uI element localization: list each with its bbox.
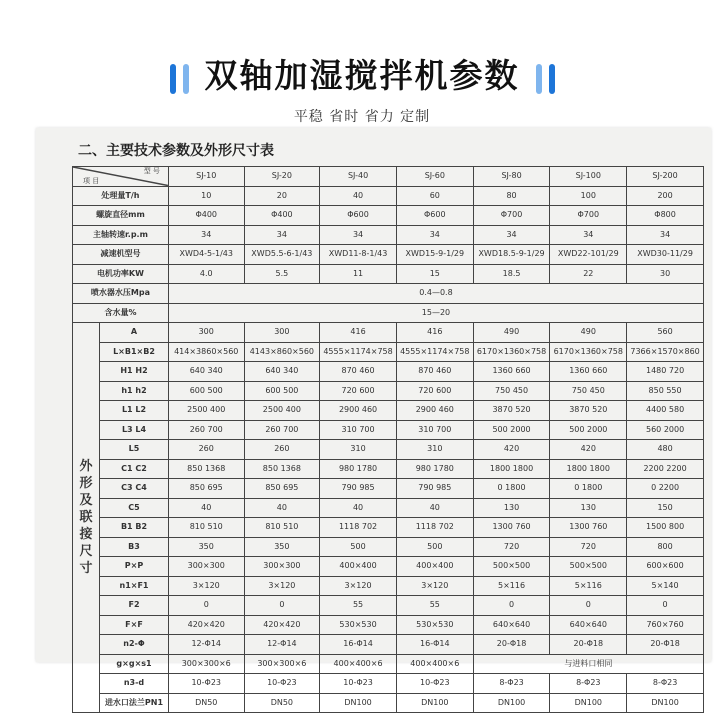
merged-note: 与进料口相同 xyxy=(473,654,703,674)
dimension-value: DN100 xyxy=(627,693,704,713)
dimension-label: n3-d xyxy=(100,674,169,694)
spec-sheet xyxy=(36,128,711,707)
param-label: 主轴转速r.p.m xyxy=(73,225,169,245)
dimension-value: 3870 520 xyxy=(473,401,550,421)
dimension-value: 600 500 xyxy=(168,381,244,401)
dimension-value: 980 1780 xyxy=(396,459,473,479)
param-label: 减速机型号 xyxy=(73,245,169,265)
param-row xyxy=(73,284,704,304)
dimension-value: 750 450 xyxy=(550,381,627,401)
param-value: 11 xyxy=(320,264,397,284)
dimension-value: 10-Φ23 xyxy=(396,674,473,694)
dimension-value: 1118 702 xyxy=(320,518,397,538)
page-title: 双轴加湿搅拌机参数 xyxy=(204,56,520,95)
dimension-value: 500 2000 xyxy=(550,420,627,440)
table-header-row xyxy=(73,167,704,187)
dimension-row xyxy=(73,537,704,557)
dimension-value: 720 600 xyxy=(396,381,473,401)
dimension-label: 进水口法兰PN1 xyxy=(100,693,169,713)
dimension-row xyxy=(73,440,704,460)
dimension-label: h1 h2 xyxy=(100,381,169,401)
dimension-value: 490 xyxy=(550,323,627,343)
dimension-value: 640×640 xyxy=(473,615,550,635)
dimension-value: 420×420 xyxy=(244,615,320,635)
dimension-value: 3×120 xyxy=(168,576,244,596)
dimension-value: 530×530 xyxy=(396,615,473,635)
dimension-row xyxy=(73,362,704,382)
dimension-label: F×F xyxy=(100,615,169,635)
dimension-value: 870 460 xyxy=(396,362,473,382)
dimension-row xyxy=(73,459,704,479)
param-value: Φ700 xyxy=(550,206,627,226)
dimension-value: DN100 xyxy=(550,693,627,713)
dimension-value: 1500 800 xyxy=(627,518,704,538)
dimension-value: 600 500 xyxy=(244,381,320,401)
dimension-row xyxy=(73,518,704,538)
dimension-value: 260 700 xyxy=(244,420,320,440)
model-header: SJ-80 xyxy=(473,167,550,187)
dimension-value: 1800 1800 xyxy=(550,459,627,479)
dimension-value: 4400 580 xyxy=(627,401,704,421)
dimension-label: F2 xyxy=(100,596,169,616)
dimension-value: 850 695 xyxy=(244,479,320,499)
param-row xyxy=(73,225,704,245)
dimension-label: B1 B2 xyxy=(100,518,169,538)
dimension-value: 40 xyxy=(244,498,320,518)
dimension-row xyxy=(73,323,704,343)
dimension-value: 1800 1800 xyxy=(473,459,550,479)
param-value: 18.5 xyxy=(473,264,550,284)
dimension-row xyxy=(73,615,704,635)
dimension-value: 480 xyxy=(627,440,704,460)
model-header: SJ-20 xyxy=(244,167,320,187)
param-value: XWD22-101/29 xyxy=(550,245,627,265)
dimension-value: 5×140 xyxy=(627,576,704,596)
dimension-value: 400×400 xyxy=(396,557,473,577)
dimension-value: 3×120 xyxy=(244,576,320,596)
dimension-value: 560 xyxy=(627,323,704,343)
param-label: 喷水器水压Mpa xyxy=(73,284,169,304)
dimension-value: 980 1780 xyxy=(320,459,397,479)
model-header: SJ-60 xyxy=(396,167,473,187)
dimension-value: 8-Φ23 xyxy=(550,674,627,694)
param-value: 34 xyxy=(473,225,550,245)
dimension-value: 0 1800 xyxy=(473,479,550,499)
dimension-value: 850 1368 xyxy=(244,459,320,479)
spec-table xyxy=(72,166,704,713)
param-value: 100 xyxy=(550,186,627,206)
param-value: 5.5 xyxy=(244,264,320,284)
dimension-label: L3 L4 xyxy=(100,420,169,440)
dimension-value: 40 xyxy=(168,498,244,518)
dimension-value: 500 2000 xyxy=(473,420,550,440)
dimension-row xyxy=(73,342,704,362)
dimension-value: 16-Φ14 xyxy=(320,635,397,655)
dimension-value: 2900 460 xyxy=(396,401,473,421)
dimension-value: 300×300 xyxy=(244,557,320,577)
dimension-value: 0 xyxy=(627,596,704,616)
dimension-value: 416 xyxy=(320,323,397,343)
param-value: XWD11-8-1/43 xyxy=(320,245,397,265)
corner-model-label: 型 号 xyxy=(143,167,160,175)
dimension-value: 640 340 xyxy=(244,362,320,382)
dimension-value: 720 600 xyxy=(320,381,397,401)
dimension-value: 4555×1174×758 xyxy=(320,342,397,362)
dimension-value: 640×640 xyxy=(550,615,627,635)
dimension-value: DN50 xyxy=(168,693,244,713)
dimension-value: 1360 660 xyxy=(473,362,550,382)
dimension-value: 560 2000 xyxy=(627,420,704,440)
dimension-value: 3×120 xyxy=(320,576,397,596)
dimension-value: 130 xyxy=(473,498,550,518)
dimension-label: C5 xyxy=(100,498,169,518)
dimension-value: 1300 760 xyxy=(550,518,627,538)
param-value: 34 xyxy=(168,225,244,245)
dimension-value: 310 xyxy=(396,440,473,460)
dimension-value: 720 xyxy=(473,537,550,557)
dimension-value: 130 xyxy=(550,498,627,518)
param-label: 电机功率KW xyxy=(73,264,169,284)
dimension-value: 0 xyxy=(244,596,320,616)
dimension-value: 2200 2200 xyxy=(627,459,704,479)
side-label: 外 形 及 联 接 尺 寸 xyxy=(73,323,100,713)
dimension-value: 0 2200 xyxy=(627,479,704,499)
dimension-value: 55 xyxy=(396,596,473,616)
dimension-value: 300×300×6 xyxy=(244,654,320,674)
dimension-value: 1300 760 xyxy=(473,518,550,538)
param-value: 80 xyxy=(473,186,550,206)
dimension-value: 8-Φ23 xyxy=(473,674,550,694)
dimension-value: 55 xyxy=(320,596,397,616)
dimension-value: DN100 xyxy=(320,693,397,713)
dimension-label: B3 xyxy=(100,537,169,557)
dimension-label: P×P xyxy=(100,557,169,577)
param-row xyxy=(73,206,704,226)
dimension-value: 750 450 xyxy=(473,381,550,401)
param-value: 34 xyxy=(320,225,397,245)
section-title: 二、主要技术参数及外形尺寸表 xyxy=(78,143,274,159)
param-row xyxy=(73,303,704,323)
param-value: XWD30-11/29 xyxy=(627,245,704,265)
param-value: Φ600 xyxy=(320,206,397,226)
dimension-value: 10-Φ23 xyxy=(320,674,397,694)
param-value: Φ600 xyxy=(396,206,473,226)
dimension-row xyxy=(73,381,704,401)
corner-item-label: 项 目 xyxy=(83,176,100,185)
param-value: 22 xyxy=(550,264,627,284)
dimension-value: 400×400×6 xyxy=(396,654,473,674)
param-label: 含水量% xyxy=(73,303,169,323)
model-header: SJ-10 xyxy=(168,167,244,187)
param-value: 15—20 xyxy=(168,303,703,323)
dimension-label: n1×F1 xyxy=(100,576,169,596)
dimension-label: g×g×s1 xyxy=(100,654,169,674)
param-row xyxy=(73,245,704,265)
dimension-value: 420 xyxy=(473,440,550,460)
dimension-value: 0 xyxy=(550,596,627,616)
dimension-value: 4555×1174×758 xyxy=(396,342,473,362)
param-label: 处理量T/h xyxy=(73,186,169,206)
dimension-value: 500 xyxy=(396,537,473,557)
dimension-value: 850 1368 xyxy=(168,459,244,479)
page-subtitle: 平稳 省时 省力 定制 xyxy=(293,109,431,125)
dimension-value: 6170×1360×758 xyxy=(473,342,550,362)
dimension-value: 400×400×6 xyxy=(320,654,397,674)
dimension-value: 490 xyxy=(473,323,550,343)
dimension-value: 20-Φ18 xyxy=(550,635,627,655)
dimension-label: L5 xyxy=(100,440,169,460)
dimension-value: 500 xyxy=(320,537,397,557)
dimension-value: 350 xyxy=(244,537,320,557)
dimension-value: 300×300×6 xyxy=(168,654,244,674)
dimension-value: 640 340 xyxy=(168,362,244,382)
dimension-value: 6170×1360×758 xyxy=(550,342,627,362)
dimension-value: 850 550 xyxy=(627,381,704,401)
model-header: SJ-200 xyxy=(627,167,704,187)
dimension-value: 310 700 xyxy=(396,420,473,440)
dimension-row xyxy=(73,576,704,596)
dimension-value: 800 xyxy=(627,537,704,557)
dimension-value: 8-Φ23 xyxy=(627,674,704,694)
dimension-value: 7366×1570×860 xyxy=(627,342,704,362)
dimension-row xyxy=(73,401,704,421)
dimension-value: 16-Φ14 xyxy=(396,635,473,655)
dimension-label: C1 C2 xyxy=(100,459,169,479)
dimension-value: 300 xyxy=(168,323,244,343)
dimension-value: 2900 460 xyxy=(320,401,397,421)
dimension-value: 870 460 xyxy=(320,362,397,382)
dimension-value: 500×500 xyxy=(473,557,550,577)
dimension-row xyxy=(73,596,704,616)
dimension-value: 3×120 xyxy=(396,576,473,596)
decor-bars-right xyxy=(536,64,576,94)
param-value: 15 xyxy=(396,264,473,284)
dimension-label: A xyxy=(100,323,169,343)
param-label: 螺旋直径mm xyxy=(73,206,169,226)
dimension-row xyxy=(73,420,704,440)
param-value: 34 xyxy=(244,225,320,245)
dimension-value: 414×3860×560 xyxy=(168,342,244,362)
dimension-value: 12-Φ14 xyxy=(168,635,244,655)
dimension-value: 300×300 xyxy=(168,557,244,577)
param-value: 34 xyxy=(627,225,704,245)
dimension-value: 2500 400 xyxy=(244,401,320,421)
dimension-value: 260 xyxy=(168,440,244,460)
dimension-value: 350 xyxy=(168,537,244,557)
dimension-value: 5×116 xyxy=(473,576,550,596)
dimension-value: 260 700 xyxy=(168,420,244,440)
dimension-value: 2500 400 xyxy=(168,401,244,421)
dimension-value: 40 xyxy=(320,498,397,518)
dimension-value: 260 xyxy=(244,440,320,460)
param-value: 34 xyxy=(396,225,473,245)
param-value: Φ400 xyxy=(168,206,244,226)
dimension-value: 810 510 xyxy=(168,518,244,538)
dimension-value: 720 xyxy=(550,537,627,557)
dimension-label: L1 L2 xyxy=(100,401,169,421)
dimension-value: 400×400 xyxy=(320,557,397,577)
dimension-value: 600×600 xyxy=(627,557,704,577)
dimension-value: 12-Φ14 xyxy=(244,635,320,655)
param-value: 4.0 xyxy=(168,264,244,284)
dimension-value: 416 xyxy=(396,323,473,343)
param-value: XWD5.5-6-1/43 xyxy=(244,245,320,265)
dimension-value: 420×420 xyxy=(168,615,244,635)
dimension-value: 150 xyxy=(627,498,704,518)
dimension-label: H1 H2 xyxy=(100,362,169,382)
param-value: XWD18.5-9-1/29 xyxy=(473,245,550,265)
dimension-row xyxy=(73,479,704,499)
header-banner xyxy=(0,0,724,125)
dimension-value: 310 700 xyxy=(320,420,397,440)
dimension-value: 20-Φ18 xyxy=(627,635,704,655)
param-value: Φ700 xyxy=(473,206,550,226)
dimension-row xyxy=(73,654,704,674)
dimension-value: 420 xyxy=(550,440,627,460)
model-header: SJ-100 xyxy=(550,167,627,187)
dimension-value: 20-Φ18 xyxy=(473,635,550,655)
dimension-value: 530×530 xyxy=(320,615,397,635)
dimension-value: 760×760 xyxy=(627,615,704,635)
dimension-value: 790 985 xyxy=(396,479,473,499)
param-value: XWD15-9-1/29 xyxy=(396,245,473,265)
table-corner-cell xyxy=(73,167,169,187)
dimension-value: 850 695 xyxy=(168,479,244,499)
dimension-value: DN100 xyxy=(396,693,473,713)
param-row xyxy=(73,264,704,284)
dimension-label: n2-Φ xyxy=(100,635,169,655)
dimension-row xyxy=(73,693,704,713)
param-value: 40 xyxy=(320,186,397,206)
dimension-value: 10-Φ23 xyxy=(168,674,244,694)
dimension-row xyxy=(73,635,704,655)
param-value: 10 xyxy=(168,186,244,206)
model-header: SJ-40 xyxy=(320,167,397,187)
param-value: 34 xyxy=(550,225,627,245)
dimension-row xyxy=(73,498,704,518)
dimension-value: 1480 720 xyxy=(627,362,704,382)
param-value: Φ400 xyxy=(244,206,320,226)
param-value: 20 xyxy=(244,186,320,206)
dimension-value: 10-Φ23 xyxy=(244,674,320,694)
dimension-value: 310 xyxy=(320,440,397,460)
param-value: 60 xyxy=(396,186,473,206)
param-value: 0.4—0.8 xyxy=(168,284,703,304)
dimension-value: 0 xyxy=(473,596,550,616)
dimension-label: C3 C4 xyxy=(100,479,169,499)
dimension-value: 1118 702 xyxy=(396,518,473,538)
dimension-value: 4143×860×560 xyxy=(244,342,320,362)
dimension-row xyxy=(73,557,704,577)
dimension-value: 300 xyxy=(244,323,320,343)
dimension-value: 0 1800 xyxy=(550,479,627,499)
dimension-value: DN50 xyxy=(244,693,320,713)
param-row xyxy=(73,186,704,206)
param-value: Φ800 xyxy=(627,206,704,226)
dimension-label: L×B1×B2 xyxy=(100,342,169,362)
param-value: 200 xyxy=(627,186,704,206)
dimension-row xyxy=(73,674,704,694)
param-value: XWD4-5-1/43 xyxy=(168,245,244,265)
dimension-value: 5×116 xyxy=(550,576,627,596)
dimension-value: 500×500 xyxy=(550,557,627,577)
dimension-value: 810 510 xyxy=(244,518,320,538)
dimension-value: 0 xyxy=(168,596,244,616)
dimension-value: 790 985 xyxy=(320,479,397,499)
param-value: 30 xyxy=(627,264,704,284)
dimension-value: 3870 520 xyxy=(550,401,627,421)
dimension-value: 1360 660 xyxy=(550,362,627,382)
dimension-value: 40 xyxy=(396,498,473,518)
dimension-value: DN100 xyxy=(473,693,550,713)
